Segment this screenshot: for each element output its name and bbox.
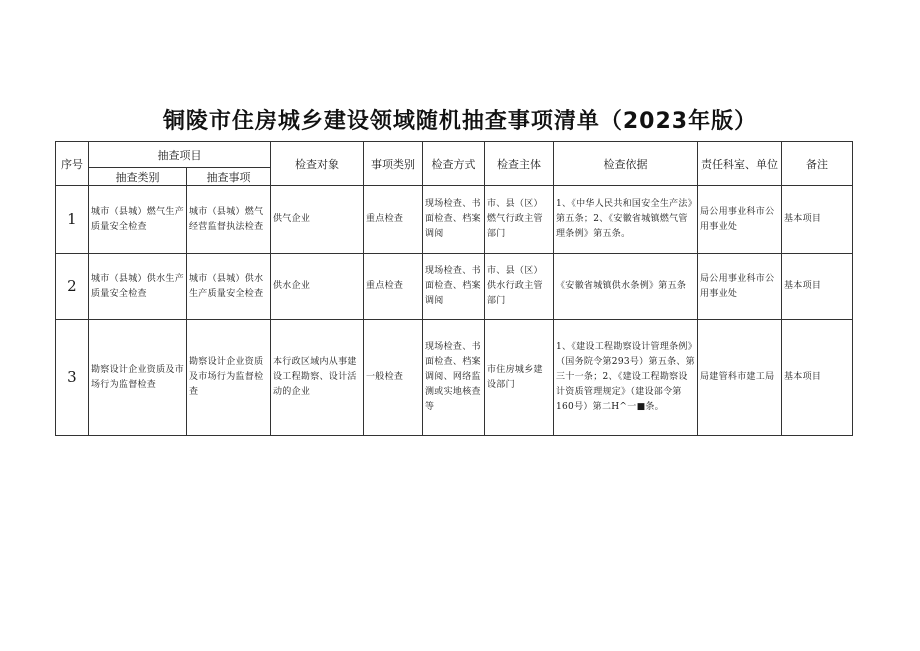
row-category: 勘察设计企业资质及市场行为监督检查 bbox=[89, 320, 187, 436]
row-matter: 城市（县城）燃气经营监督执法检查 bbox=[187, 186, 271, 254]
row-method: 现场检查、书面检查、档案调阅、网络监测或实地核查等 bbox=[423, 320, 485, 436]
row-dept: 局公用事业科市公用事业处 bbox=[698, 186, 782, 254]
row-method: 现场检查、书面检查、档案调阅 bbox=[423, 186, 485, 254]
row-type: 一般检查 bbox=[364, 320, 423, 436]
row-note: 基本项目 bbox=[782, 320, 853, 436]
row-dept: 局公用事业科市公用事业处 bbox=[698, 254, 782, 320]
row-subject: 市、县（区）燃气行政主管部门 bbox=[485, 186, 554, 254]
row-matter: 勘察设计企业资质及市场行为监督检查 bbox=[187, 320, 271, 436]
header-method: 检查方式 bbox=[423, 142, 485, 186]
header-type: 事项类别 bbox=[364, 142, 423, 186]
row-basis: 《安徽省城镇供水条例》第五条 bbox=[554, 254, 698, 320]
row-note: 基本项目 bbox=[782, 186, 853, 254]
header-subject: 检查主体 bbox=[485, 142, 554, 186]
row-category: 城市（县城）供水生产质量安全检查 bbox=[89, 254, 187, 320]
row-method: 现场检查、书面检查、档案调阅 bbox=[423, 254, 485, 320]
row-basis: 1、《中华人民共和国安全生产法》第五条；2、《安徽省城镇燃气管理条例》第五条。 bbox=[554, 186, 698, 254]
row-seq: 1 bbox=[56, 186, 89, 254]
header-item-group: 抽查项目 bbox=[89, 142, 271, 168]
row-category: 城市（县城）燃气生产质量安全检查 bbox=[89, 186, 187, 254]
inspection-list-table bbox=[55, 141, 853, 436]
row-type: 重点检查 bbox=[364, 254, 423, 320]
row-type: 重点检查 bbox=[364, 186, 423, 254]
table-row bbox=[56, 254, 853, 320]
row-matter: 城市（县城）供水生产质量安全检查 bbox=[187, 254, 271, 320]
header-note: 备注 bbox=[782, 142, 853, 186]
row-subject: 市、县（区）供水行政主管部门 bbox=[485, 254, 554, 320]
document-title: 铜陵市住房城乡建设领域随机抽查事项清单（2023年版） bbox=[162, 109, 758, 134]
row-seq: 3 bbox=[56, 320, 89, 436]
header-basis: 检查依据 bbox=[554, 142, 698, 186]
row-dept: 局建管科市建工局 bbox=[698, 320, 782, 436]
row-note: 基本项目 bbox=[782, 254, 853, 320]
table-row bbox=[56, 186, 853, 254]
header-seq: 序号 bbox=[56, 142, 89, 186]
row-object: 供水企业 bbox=[271, 254, 364, 320]
header-dept: 责任科室、单位 bbox=[698, 142, 782, 186]
table-row bbox=[56, 320, 853, 436]
row-seq: 2 bbox=[56, 254, 89, 320]
header-category: 抽查类别 bbox=[89, 168, 187, 186]
row-object: 本行政区域内从事建设工程勘察、设计活动的企业 bbox=[271, 320, 364, 436]
header-matter: 抽查事项 bbox=[187, 168, 271, 186]
row-object: 供气企业 bbox=[271, 186, 364, 254]
row-subject: 市住房城乡建设部门 bbox=[485, 320, 554, 436]
header-object: 检查对象 bbox=[271, 142, 364, 186]
row-basis: 1、《建设工程勘察设计管理条例》（国务院令第293号）第五条、第三十一条；2、《建设工程勘察设计资质管理规定》（建设部令第160号）第二H^一■条。 bbox=[554, 320, 698, 436]
